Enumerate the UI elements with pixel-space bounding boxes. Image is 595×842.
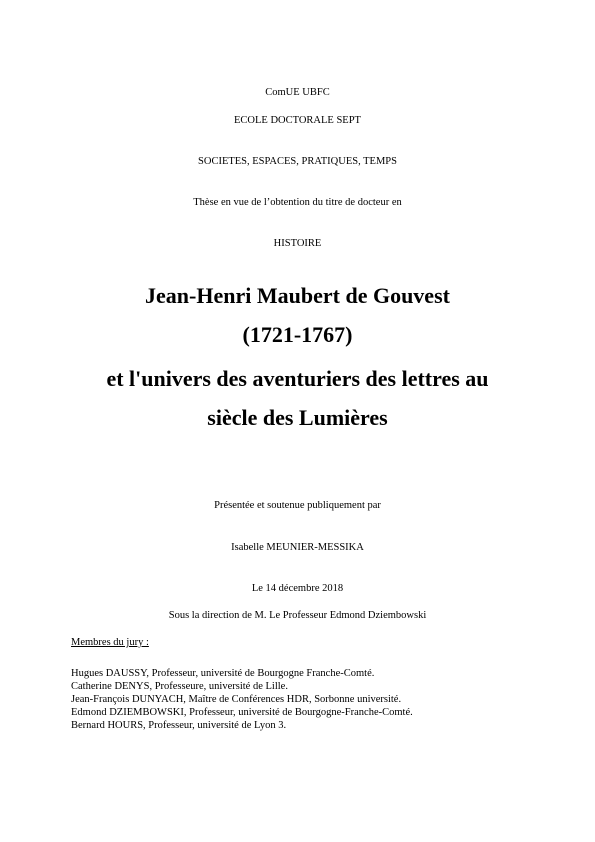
jury-member: Jean-François DUNYACH, Maître de Conférences HDR, Sorbonne université. xyxy=(71,694,402,705)
author-name: Isabelle MEUNIER-MESSIKA xyxy=(231,542,364,553)
thesis-purpose: Thèse en vue de l’obtention du titre de docteur en xyxy=(193,197,402,208)
thesis-direction: Sous la direction de M. Le Professeur Edmond Dziembowski xyxy=(168,610,427,621)
jury-member: Edmond DZIEMBOWSKI, Professeur, université de Bourgogne-Franche-Comté. xyxy=(71,707,413,718)
thesis-title-line-1: Jean-Henri Maubert de Gouvest xyxy=(145,283,450,308)
thesis-title-line-3: et l'univers des aventuriers des lettres au xyxy=(106,366,489,391)
jury-member: Hugues DAUSSY, Professeur, université de Bourgogne Franche-Comté. xyxy=(71,668,375,679)
thesis-title-line-4: siècle des Lumières xyxy=(207,405,388,430)
institution: ComUE UBFC xyxy=(265,87,330,98)
discipline: HISTOIRE xyxy=(273,238,322,249)
defense-date: Le 14 décembre 2018 xyxy=(251,583,344,594)
thesis-title-line-2: (1721-1767) xyxy=(242,322,353,347)
jury-member: Bernard HOURS, Professeur, université de Lyon 3. xyxy=(71,720,287,731)
doctoral-school: ECOLE DOCTORALE SEPT xyxy=(234,115,361,126)
doctoral-school-subtitle: SOCIETES, ESPACES, PRATIQUES, TEMPS xyxy=(198,156,397,167)
jury-heading: Membres du jury : xyxy=(71,637,149,648)
jury-member: Catherine DENYS, Professeure, université de Lille. xyxy=(71,681,288,692)
presented-by-label: Présentée et soutenue publiquement par xyxy=(214,500,381,511)
jury-list xyxy=(71,667,413,732)
